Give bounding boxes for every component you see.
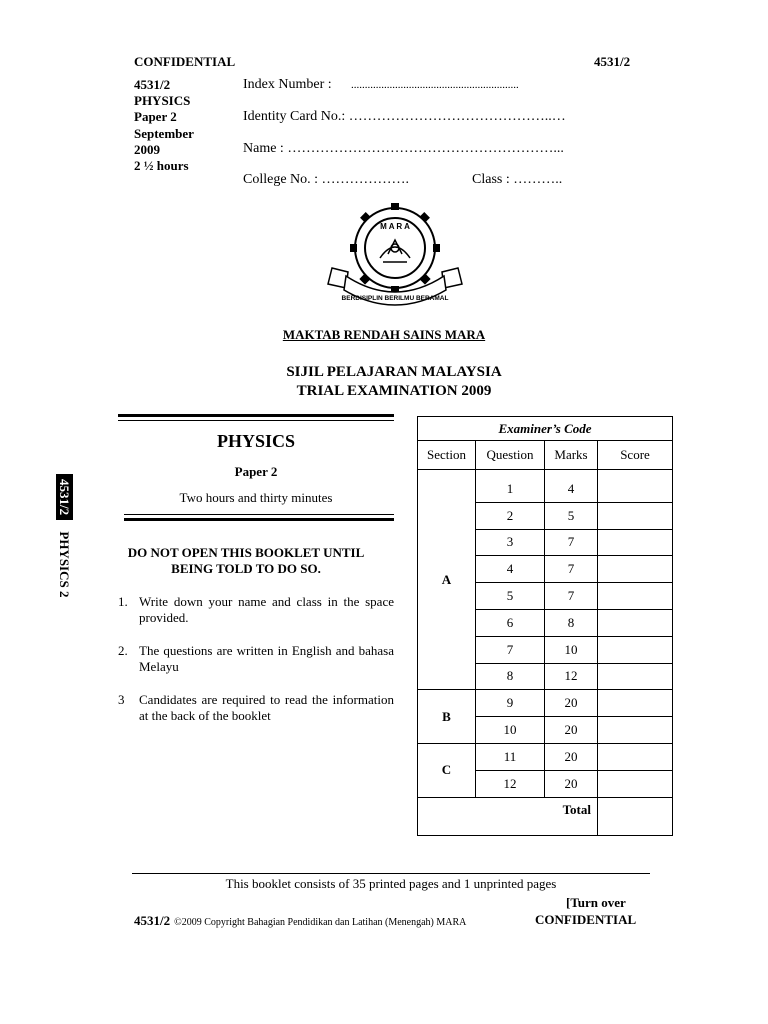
paper-info-line: PHYSICS xyxy=(134,93,191,109)
warning-text xyxy=(118,545,374,577)
instruction-text: Candidates are required to read the information at the back of the booklet xyxy=(139,692,394,723)
copyright-text: ©2009 Copyright Bahagian Pendidikan dan Latihan (Menengah) MARA xyxy=(174,917,467,928)
turn-over-text: [Turn over xyxy=(566,895,626,910)
instruction-number: 3 xyxy=(118,692,125,707)
footer-confidential: CONFIDENTIAL xyxy=(535,912,637,927)
subject-name: PHYSICS xyxy=(216,431,296,451)
mara-emblem-icon xyxy=(318,196,472,312)
score-cell[interactable] xyxy=(598,529,673,556)
marks-cell: 12 xyxy=(545,663,598,690)
instruction-item xyxy=(118,594,394,626)
side-tab xyxy=(56,474,72,597)
paper-info xyxy=(134,77,194,174)
side-tab-code: 4531/2 xyxy=(56,474,73,520)
copyright-line xyxy=(134,912,466,930)
score-cell[interactable] xyxy=(598,743,673,770)
mara-logo xyxy=(318,196,472,312)
marks-cell: 5 xyxy=(545,502,598,529)
instruction-number: 2. xyxy=(118,643,128,658)
question-cell: 4 xyxy=(476,556,545,583)
question-cell: 12 xyxy=(476,770,545,797)
question-cell: 5 xyxy=(476,583,545,610)
college-number-field[interactable]: College No. : ………………. xyxy=(243,172,410,187)
bottom-thick-rule xyxy=(124,518,394,521)
question-cell: 3 xyxy=(476,529,545,556)
header-score: Score xyxy=(598,441,673,470)
total-row xyxy=(418,797,673,835)
section-a-label: A xyxy=(418,470,476,690)
score-cell[interactable] xyxy=(598,663,673,690)
section-b-label: B xyxy=(418,690,476,744)
header-section: Section xyxy=(418,441,476,470)
marks-cell: 7 xyxy=(545,556,598,583)
confidential-header: CONFIDENTIAL xyxy=(134,54,236,69)
marks-cell: 20 xyxy=(545,743,598,770)
table-row xyxy=(418,690,673,717)
score-cell[interactable] xyxy=(598,609,673,636)
paper-info-line: 2009 xyxy=(134,141,160,157)
question-cell: 8 xyxy=(476,663,545,690)
examiner-code-title: Examiner’s Code xyxy=(418,417,673,441)
class-field[interactable]: Class : ……….. xyxy=(472,172,563,187)
logo-ribbon-text: BERDISIPLIN BERILMU BERAMAL xyxy=(341,295,449,302)
page-count-text: This booklet consists of 35 printed pages and 1 unprinted pages xyxy=(225,876,557,891)
paper-info-line: September xyxy=(134,125,194,141)
question-cell: 10 xyxy=(476,717,545,744)
instruction-text: The questions are written in English and bahasa Melayu xyxy=(139,643,394,674)
section-c-label: C xyxy=(418,743,476,797)
warning-line2: BEING TOLD TO DO SO. xyxy=(171,561,321,576)
score-cell[interactable] xyxy=(598,476,673,502)
side-tab-label: PHYSICS 2 xyxy=(57,531,72,598)
question-cell: 9 xyxy=(476,690,545,717)
warning-line1: DO NOT OPEN THIS BOOKLET UNTIL xyxy=(127,545,365,560)
score-cell[interactable] xyxy=(598,717,673,744)
exam-title-line2: TRIAL EXAMINATION 2009 xyxy=(296,383,492,399)
score-cell[interactable] xyxy=(598,636,673,663)
question-cell: 11 xyxy=(476,743,545,770)
instruction-number: 1. xyxy=(118,594,128,609)
question-cell: 2 xyxy=(476,502,545,529)
name-field[interactable]: Name : …………………………………………………... xyxy=(243,141,564,156)
index-number-label: Index Number : xyxy=(243,77,332,92)
paper-code-header: 4531/2 xyxy=(594,54,631,69)
examiner-code-table xyxy=(417,416,673,836)
header-question: Question xyxy=(476,441,545,470)
marks-cell: 20 xyxy=(545,770,598,797)
score-cell[interactable] xyxy=(598,583,673,610)
question-cell: 6 xyxy=(476,609,545,636)
total-label: Total xyxy=(418,797,598,835)
score-cell[interactable] xyxy=(598,502,673,529)
paper-number: Paper 2 xyxy=(234,464,278,479)
marks-cell: 8 xyxy=(545,609,598,636)
score-cell[interactable] xyxy=(598,690,673,717)
marks-cell: 10 xyxy=(545,636,598,663)
duration-text: Two hours and thirty minutes xyxy=(179,490,333,505)
footer-rule xyxy=(132,873,650,874)
logo-mara-text: M A R A xyxy=(380,222,410,231)
identity-card-field[interactable]: Identity Card No.: ……………………………………..… xyxy=(243,109,566,124)
total-score-cell[interactable] xyxy=(598,797,673,835)
instruction-item xyxy=(118,692,394,724)
paper-info-line: 2 ½ hours xyxy=(134,158,189,174)
paper-info-line: Paper 2 xyxy=(134,109,177,125)
institution-name: MAKTAB RENDAH SAINS MARA xyxy=(282,327,486,342)
marks-cell: 20 xyxy=(545,690,598,717)
table-row xyxy=(418,743,673,770)
score-cell[interactable] xyxy=(598,770,673,797)
top-thick-rule xyxy=(118,414,394,417)
footer-code: 4531/2 xyxy=(134,913,171,928)
question-cell: 1 xyxy=(476,476,545,502)
instruction-item xyxy=(118,643,394,675)
marks-cell: 20 xyxy=(545,717,598,744)
exam-title-line1: SIJIL PELAJARAN MALAYSIA xyxy=(286,364,502,380)
bottom-thin-rule xyxy=(124,514,394,515)
question-cell: 7 xyxy=(476,636,545,663)
index-number-field[interactable]: ............................................................. xyxy=(351,79,519,91)
top-thin-rule xyxy=(118,420,394,421)
header-marks: Marks xyxy=(545,441,598,470)
score-cell[interactable] xyxy=(598,556,673,583)
marks-cell: 7 xyxy=(545,529,598,556)
paper-info-line: 4531/2 xyxy=(134,77,171,92)
marks-cell: 4 xyxy=(545,476,598,502)
instruction-text: Write down your name and class in the space provided. xyxy=(139,594,394,625)
marks-cell: 7 xyxy=(545,583,598,610)
